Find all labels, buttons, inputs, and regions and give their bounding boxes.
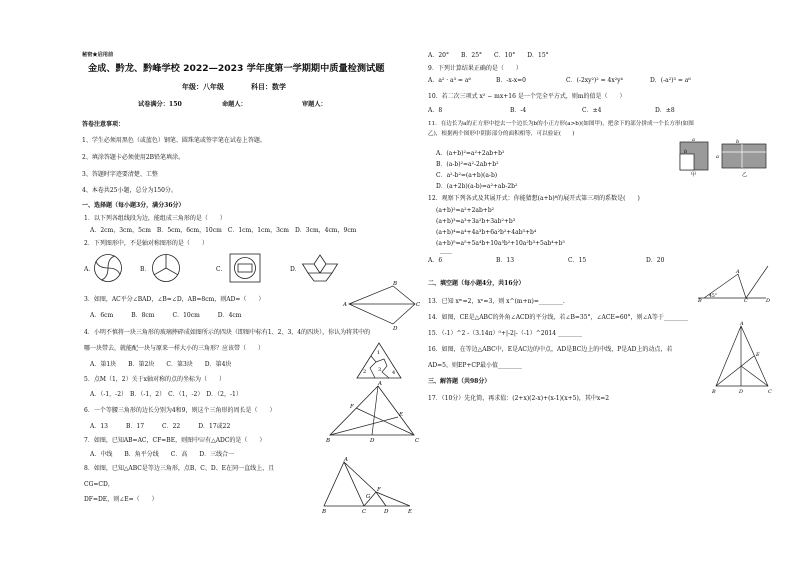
section-3-heading: 三、解答题（共98分） (428, 378, 491, 385)
q11-square-figure (678, 138, 770, 178)
q7-label: B (326, 438, 331, 444)
question-4-line1: 4．小明不慎将一块三角形的玻璃摔碎成如图所示的四块（即图中标有1、2、3、4的四块），你认为将其中的 (84, 329, 371, 336)
question-16-line2: AD=5，则EP+CP最小值________ (428, 362, 523, 369)
q10-option: A．8 (428, 107, 443, 114)
q12-option: D．20 (646, 257, 665, 264)
q9-option: A．a² · a³ = a⁶ (428, 77, 471, 84)
reviewer: 审题人： (302, 101, 327, 108)
q9-option: D．(-a²)³ = a⁶ (650, 77, 691, 84)
q7-label: D (370, 438, 375, 444)
q4-label: 1 (377, 350, 381, 356)
exam-title: 金成、黔龙、黔峰学校 2022—2023 学年度第一学期期中质量检测试题 (88, 63, 385, 74)
question-16-line1: 16．如图，在等边△ABC中，E是AC边的中点，AD是BC边上的中线，P是AD上的动点，若 (428, 346, 673, 353)
q12-expansion: (a+b)⁵=a⁵+5a⁴b+10a³b²+10a²b³+5ab⁴+b⁵ (436, 240, 565, 247)
question-3: 3．如图，AC平分∠BAD，∠B=∠D，AB=8cm，则AD=（ ） (84, 296, 265, 303)
q11-label: b (684, 149, 688, 155)
q11-label: a (716, 154, 719, 160)
q14-label: D (766, 298, 771, 304)
q11-label: b (736, 139, 740, 145)
question-17: 17．（10分）先化简，再求值：(2+x)(2-x)+(x-1)(x+5)，其中x=2 (428, 395, 610, 402)
q4-broken-triangle (356, 342, 402, 380)
q3-kite-figure (343, 281, 421, 332)
grade-label: 年级：八年级 (182, 82, 224, 91)
proposer: 命题人： (222, 101, 247, 108)
q7-label: A (378, 381, 382, 387)
q12-option: A．6 (428, 257, 443, 264)
q8-label: C (362, 509, 367, 515)
q8-equilateral-figure (320, 457, 416, 515)
q12-option: B．13 (496, 257, 515, 264)
q16-equilateral-figure (708, 322, 774, 394)
q2-option-letter: D． (290, 266, 301, 273)
q3-label: A (343, 302, 347, 308)
q4-label: 4 (392, 370, 396, 376)
question-10: 10．若二次三项式 x² − mx+16 是一个完全平方式，则m的值是（ ） (428, 93, 626, 100)
q8-label: E (408, 509, 413, 515)
q12-expansion: (a+b)²=a²+2ab+b² (436, 207, 495, 214)
question-7-options: A．中线 B．角平分线 C．高 D．三线合一 (90, 451, 235, 458)
q16-label: E (756, 352, 760, 358)
note-item: 1、学生必须用黑色（或蓝色）钢笔、圆珠笔或签字笔在试卷上答题。 (82, 137, 266, 144)
q8-label: A (344, 457, 348, 463)
full-score: 试卷满分：150 (138, 101, 182, 108)
question-1: 1．以下列各组线段为边，能组成三角形的是（ ） (84, 215, 226, 222)
question-12: 12．观察下列各式及其展开式：你能猜想(a+b)⁶的展开式第三项的系数是( ) (428, 195, 640, 202)
question-11-line2: 乙)，根据两个图形中阴影部分的面积相等，可以验证( ) (428, 131, 575, 137)
question-4-options: A．第1块 B．第2块 C．第3块 D．第4块 (90, 361, 232, 368)
q8-label: F (377, 487, 381, 493)
q3-label: B (393, 281, 398, 287)
q14-label: C (744, 298, 748, 304)
q16-label: D (739, 389, 744, 395)
question-7: 7．如图，已知AB=AC，CF=BE，则图中≌有△ADC的是（ ） (84, 437, 266, 444)
question-4-line2: 哪一块带去，就能配一块与原来一样大小的三角形？应该带（ ） (84, 345, 265, 352)
question-5-options: A．（-1，-2） B．（-1，2） C．（1，-2） D．（2，-1） (90, 391, 242, 398)
q2-option-letter: A． (84, 266, 95, 273)
question-14: 14．如图，CE是△ABC的外角∠ACD的平分线，若∠B=35°，∠ACE=60°，则∠A等于________ (428, 314, 688, 321)
q11-label: 乙 (742, 172, 748, 178)
question-8-options: A．20° B．25° C．10° D．15° (428, 52, 549, 59)
q8-label: B (322, 509, 327, 515)
question-6-options: A．13 B．17 C．22 D．17或22 (90, 423, 231, 430)
question-1-options: A．2cm，3cm，5cm B．5cm，6cm，10cm C．1cm，1cm，3cm D．3cm，4cm，9cm (90, 227, 357, 234)
question-13: 13．已知 xᵐ=2，xⁿ=3，则 x^(m+n)=________. (428, 298, 565, 305)
q3-label: D (393, 326, 398, 332)
question-11-line1: 11．在边长为a的正方形中挖去一个边长为b的小正方形(a>b)(如图甲)，把余下的部分拼成一个长方形(如图 (428, 121, 694, 127)
q11-option: D．(a+2b)(a-b)=a²+ab-2b² (436, 183, 518, 190)
q16-label: C (768, 389, 772, 395)
question-2: 2．下列图形中，不是轴对称图形的是（ ） (84, 240, 208, 247)
q3-label: C (416, 302, 421, 308)
q4-label: 2 (363, 369, 367, 375)
q14-label: B (698, 298, 702, 304)
q8-label: D (384, 509, 389, 515)
q14-angle-label: 45° (709, 294, 717, 299)
question-8-line2: CG=CD， (84, 481, 114, 488)
question-5: 5．点M（1，2）关于x轴对称的点的坐标为（ ） (84, 376, 225, 383)
q12-option: C．15 (568, 257, 587, 264)
section-2-heading: 二、填空题（每小题4分，共16分） (428, 280, 525, 287)
q12-expansion: …… (440, 249, 452, 256)
q11-option: A．(a+b)²=a²+2ab+b² (436, 150, 505, 157)
q9-option: B．-x-x=0 (496, 77, 526, 84)
q14-label: A (736, 269, 740, 275)
note-item: 2、填涂答题卡必须使用2B铅笔填涂。 (82, 154, 185, 161)
question-6: 6．一个等腰三角形的边长分别为4和9，则这个三角形的周长是（ ） (84, 407, 276, 414)
q10-option: B．-4 (510, 107, 527, 114)
q12-expansion: (a+b)⁴=a⁴+4a³b+6a²b²+4ab³+b⁴ (436, 229, 537, 236)
circle-rect-figure (229, 253, 261, 283)
q8-label: G (366, 494, 371, 500)
question-15: 15．（-1）^2 -（3.14π）⁰+|-2|-（-1）^2014 ________ (428, 330, 582, 337)
q11-label: 甲 (691, 172, 697, 178)
q4-label: 3 (378, 367, 382, 373)
secret-label: 秘密★启用前 (82, 52, 114, 58)
subject-label: 科目：数学 (251, 82, 286, 91)
pinwheel-figure (93, 253, 123, 283)
note-item: 3、答题时字迹要清楚、工整 (82, 171, 158, 178)
q7-label: C (415, 438, 420, 444)
mitsubishi-figure (302, 253, 338, 283)
q11-option: C．a²-b²=(a+b)(a-b) (436, 172, 498, 179)
question-8-line3: DF=DE，则∠E=（ ） (84, 496, 158, 503)
q9-option: C．(-2xy²)² = 4x²y⁴ (566, 77, 623, 84)
q16-label: B (712, 389, 716, 395)
section-1-heading: 一、选择题（每小题3分，满分36分） (82, 202, 185, 209)
q2-option-letter: B． (140, 266, 151, 273)
q2-option-letter: C． (216, 266, 227, 273)
question-9: 9．下列计算结果正确的是（ ） (428, 65, 522, 72)
question-3-options: A．6cm B．8cm C．10cm D．4cm (90, 312, 242, 319)
question-8-line1: 8．如图，已知△ABC是等边三角形，点B、C、D、E在同一直线上，且 (84, 465, 275, 472)
q11-label: a (692, 137, 695, 143)
q7-label: F (350, 404, 354, 410)
mercedes-figure (151, 253, 181, 283)
notes-heading: 答卷注意事项： (82, 121, 125, 128)
q12-expansion: (a+b)³=a³+3a²b+3ab²+b³ (436, 218, 516, 225)
q10-option: C．±4 (582, 107, 602, 114)
q14-angle-figure (696, 262, 774, 302)
q10-option: D．±8 (655, 107, 675, 114)
q7-triangle-figure (326, 383, 420, 443)
q7-label: E (399, 412, 404, 418)
q16-label: A (740, 321, 744, 327)
note-item: 4、本卷共25小题，总分为150分。 (82, 187, 177, 194)
q11-option: B．(a-b)²=a²-2ab+b² (436, 161, 499, 168)
